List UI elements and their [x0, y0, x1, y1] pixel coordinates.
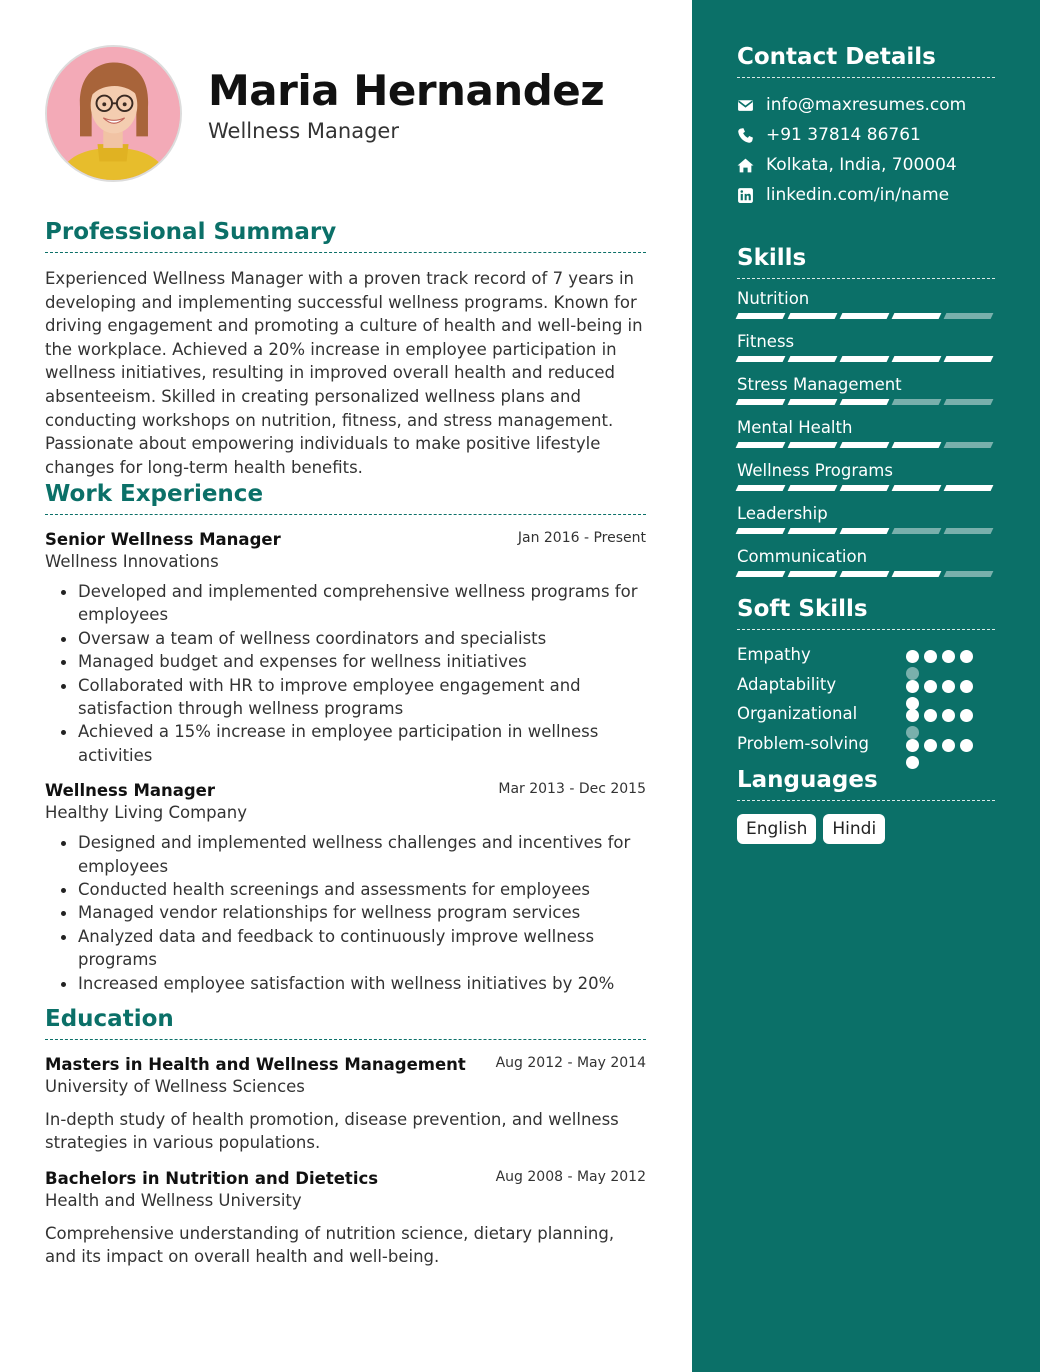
degree-title: Masters in Health and Wellness Management	[45, 1055, 466, 1074]
skill-level-segment	[892, 442, 942, 448]
skill-level-segment	[892, 485, 942, 491]
contact-email-text: info@maxresumes.com	[766, 95, 967, 115]
job-bullet: Managed budget and expenses for wellness initiatives	[78, 650, 646, 673]
rating-dot	[942, 709, 955, 722]
skill-name: Nutrition	[737, 289, 810, 308]
job-bullets	[45, 831, 646, 995]
skill-level-segment	[892, 399, 942, 405]
skill-level-segment	[736, 356, 786, 362]
soft-skills-section	[737, 596, 995, 761]
job-bullet: Managed vendor relationships for wellness program services	[78, 901, 646, 924]
skill-level-bar	[737, 356, 992, 362]
job-bullet: Developed and implemented comprehensive wellness programs for employees	[78, 580, 646, 627]
skill-level-segment	[736, 399, 786, 405]
rating-dot	[942, 650, 955, 663]
skill-item	[737, 500, 995, 543]
job-date: Jan 2016 - Present	[517, 530, 646, 546]
contact-address-text: Kolkata, India, 700004	[766, 155, 957, 175]
skill-level-segment	[788, 399, 838, 405]
rating-dot	[960, 650, 973, 663]
degree-description: In-depth study of health promotion, disease prevention, and wellness strategies in various populations.	[45, 1110, 619, 1153]
summary-section	[45, 219, 646, 479]
skill-level-segment	[892, 356, 942, 362]
summary-title: Professional Summary	[45, 219, 646, 253]
skill-level-segment	[944, 399, 994, 405]
phone-icon	[737, 127, 754, 144]
job-bullets	[45, 580, 646, 767]
rating-dot	[924, 709, 937, 722]
rating-dot	[906, 650, 919, 663]
degree-description: Comprehensive understanding of nutrition science, dietary planning, and its impact on overall health and well-being.	[45, 1223, 615, 1267]
contact-phone[interactable]	[737, 120, 995, 150]
skill-level-segment	[736, 528, 786, 534]
rating-dot	[906, 680, 919, 693]
soft-skill-name: Adaptability	[737, 674, 837, 694]
skill-level-segment	[788, 571, 838, 577]
sidebar	[692, 0, 1040, 1372]
soft-skill-rating	[906, 739, 981, 769]
soft-skill-item	[737, 643, 995, 673]
job-bullet: Designed and implemented wellness challenges and incentives for employees	[78, 831, 646, 878]
skill-item	[737, 457, 995, 500]
candidate-name: Maria Hernandez	[208, 66, 605, 115]
soft-skills-list	[737, 643, 995, 761]
degree-date: Aug 2008 - May 2012	[495, 1168, 646, 1185]
job-bullet: Oversaw a team of wellness coordinators and specialists	[78, 627, 646, 650]
skill-level-segment	[736, 571, 786, 577]
contact-linkedin[interactable]	[737, 180, 995, 210]
skill-name: Wellness Programs	[737, 461, 893, 480]
education-item	[45, 1169, 646, 1269]
skill-level-segment	[788, 528, 838, 534]
rating-dot	[924, 739, 937, 752]
summary-text: Experienced Wellness Manager with a proven track record of 7 years in developing and implementing successful wellness programs. Known for driving engagement and promoting a culture of health and well-being in the workplace. Achieved a 20% increase in employee participation in wellness initiatives, resulting in improved overall health and reduced absenteeism. Skilled in creating personalized wellness plans and conducting workshops on nutrition, fitness, and stress management. Passionate about empowering individuals to make positive lifestyle changes for long-term health benefits.	[45, 269, 643, 477]
skill-item	[737, 414, 995, 457]
skill-level-segment	[892, 571, 942, 577]
job-company: Wellness Innovations	[45, 552, 219, 571]
language-chip: Hindi	[823, 814, 885, 844]
job-bullet: Analyzed data and feedback to continuously improve wellness programs	[78, 925, 646, 972]
skill-level-segment	[736, 442, 786, 448]
soft-skills-title: Soft Skills	[737, 596, 995, 630]
skill-level-segment	[840, 356, 890, 362]
rating-dot	[942, 739, 955, 752]
skill-item	[737, 285, 995, 328]
job-item	[45, 530, 646, 767]
languages-title: Languages	[737, 767, 995, 801]
contact-section	[737, 44, 995, 210]
skill-level-segment	[944, 356, 994, 362]
skill-item	[737, 371, 995, 414]
school-name: University of Wellness Sciences	[45, 1077, 305, 1096]
skill-level-bar	[737, 528, 992, 534]
job-bullet: Increased employee satisfaction with wellness initiatives by 20%	[78, 972, 646, 995]
soft-skill-item	[737, 673, 995, 703]
rating-dot	[960, 680, 973, 693]
soft-skill-item	[737, 702, 995, 732]
skill-level-segment	[944, 528, 994, 534]
skill-level-segment	[736, 313, 786, 319]
skills-title: Skills	[737, 245, 995, 279]
avatar	[45, 45, 182, 182]
rating-dot	[960, 739, 973, 752]
skill-level-segment	[944, 485, 994, 491]
skill-level-bar	[737, 571, 992, 577]
soft-skill-name: Empathy	[737, 645, 811, 664]
contact-title: Contact Details	[737, 44, 995, 78]
skill-level-segment	[840, 528, 890, 534]
candidate-role: Wellness Manager	[208, 119, 399, 143]
soft-skill-name: Organizational	[737, 704, 858, 723]
linkedin-icon	[737, 187, 754, 204]
degree-date: Aug 2012 - May 2014	[495, 1055, 646, 1071]
skill-name: Mental Health	[737, 418, 853, 437]
skill-level-segment	[892, 313, 942, 319]
skill-level-segment	[788, 485, 838, 491]
job-title: Wellness Manager	[45, 781, 216, 801]
rating-dot	[924, 680, 937, 693]
skill-level-bar	[737, 485, 992, 491]
skill-level-segment	[944, 442, 994, 448]
contact-address	[737, 150, 995, 180]
skill-level-segment	[788, 442, 838, 448]
soft-skill-name: Problem-solving	[737, 733, 869, 753]
rating-dot	[960, 709, 973, 722]
degree-title: Bachelors in Nutrition and Dietetics	[45, 1168, 379, 1188]
skills-section	[737, 245, 995, 586]
profile-photo	[47, 47, 180, 180]
skill-item	[737, 328, 995, 371]
skill-level-segment	[840, 442, 890, 448]
skill-level-segment	[892, 528, 942, 534]
school-name: Health and Wellness University	[45, 1190, 302, 1210]
home-icon	[737, 157, 754, 174]
skill-item	[737, 543, 995, 586]
skill-name: Stress Management	[737, 375, 902, 394]
job-bullet: Conducted health screenings and assessments for employees	[78, 878, 646, 901]
education-item	[45, 1055, 646, 1155]
job-bullet: Achieved a 15% increase in employee participation in wellness activities	[78, 720, 646, 767]
contact-email[interactable]	[737, 90, 995, 120]
rating-dot	[924, 650, 937, 663]
skill-level-segment	[840, 571, 890, 577]
job-item	[45, 781, 646, 995]
skill-level-segment	[788, 356, 838, 362]
experience-section	[45, 481, 646, 995]
rating-dot	[942, 680, 955, 693]
experience-title: Work Experience	[45, 481, 646, 515]
envelope-icon	[737, 97, 754, 114]
skill-name: Leadership	[737, 504, 828, 523]
soft-skill-item	[737, 732, 995, 762]
contact-phone-text: +91 37814 86761	[766, 125, 921, 145]
skill-level-bar	[737, 399, 992, 405]
skill-level-bar	[737, 442, 992, 448]
skill-level-segment	[840, 399, 890, 405]
job-bullet: Collaborated with HR to improve employee engagement and satisfaction through wellness programs	[78, 674, 646, 721]
languages-list	[737, 814, 995, 844]
skill-level-segment	[944, 571, 994, 577]
skill-name: Fitness	[737, 332, 795, 351]
skill-name: Communication	[737, 547, 868, 566]
language-chip: English	[737, 814, 816, 844]
skill-level-bar	[737, 313, 992, 319]
job-title: Senior Wellness Manager	[45, 530, 281, 549]
skill-level-segment	[840, 485, 890, 491]
skills-list	[737, 285, 995, 586]
education-section	[45, 1006, 646, 1269]
contact-linkedin-text: linkedin.com/in/name	[766, 185, 950, 205]
skill-level-segment	[840, 313, 890, 319]
education-title: Education	[45, 1006, 646, 1040]
skill-level-segment	[944, 313, 994, 319]
skill-level-segment	[736, 485, 786, 491]
rating-dot	[906, 739, 919, 752]
languages-section	[737, 767, 995, 844]
skill-level-segment	[788, 313, 838, 319]
job-company: Healthy Living Company	[45, 803, 247, 823]
job-date: Mar 2013 - Dec 2015	[498, 781, 646, 798]
rating-dot	[906, 709, 919, 722]
